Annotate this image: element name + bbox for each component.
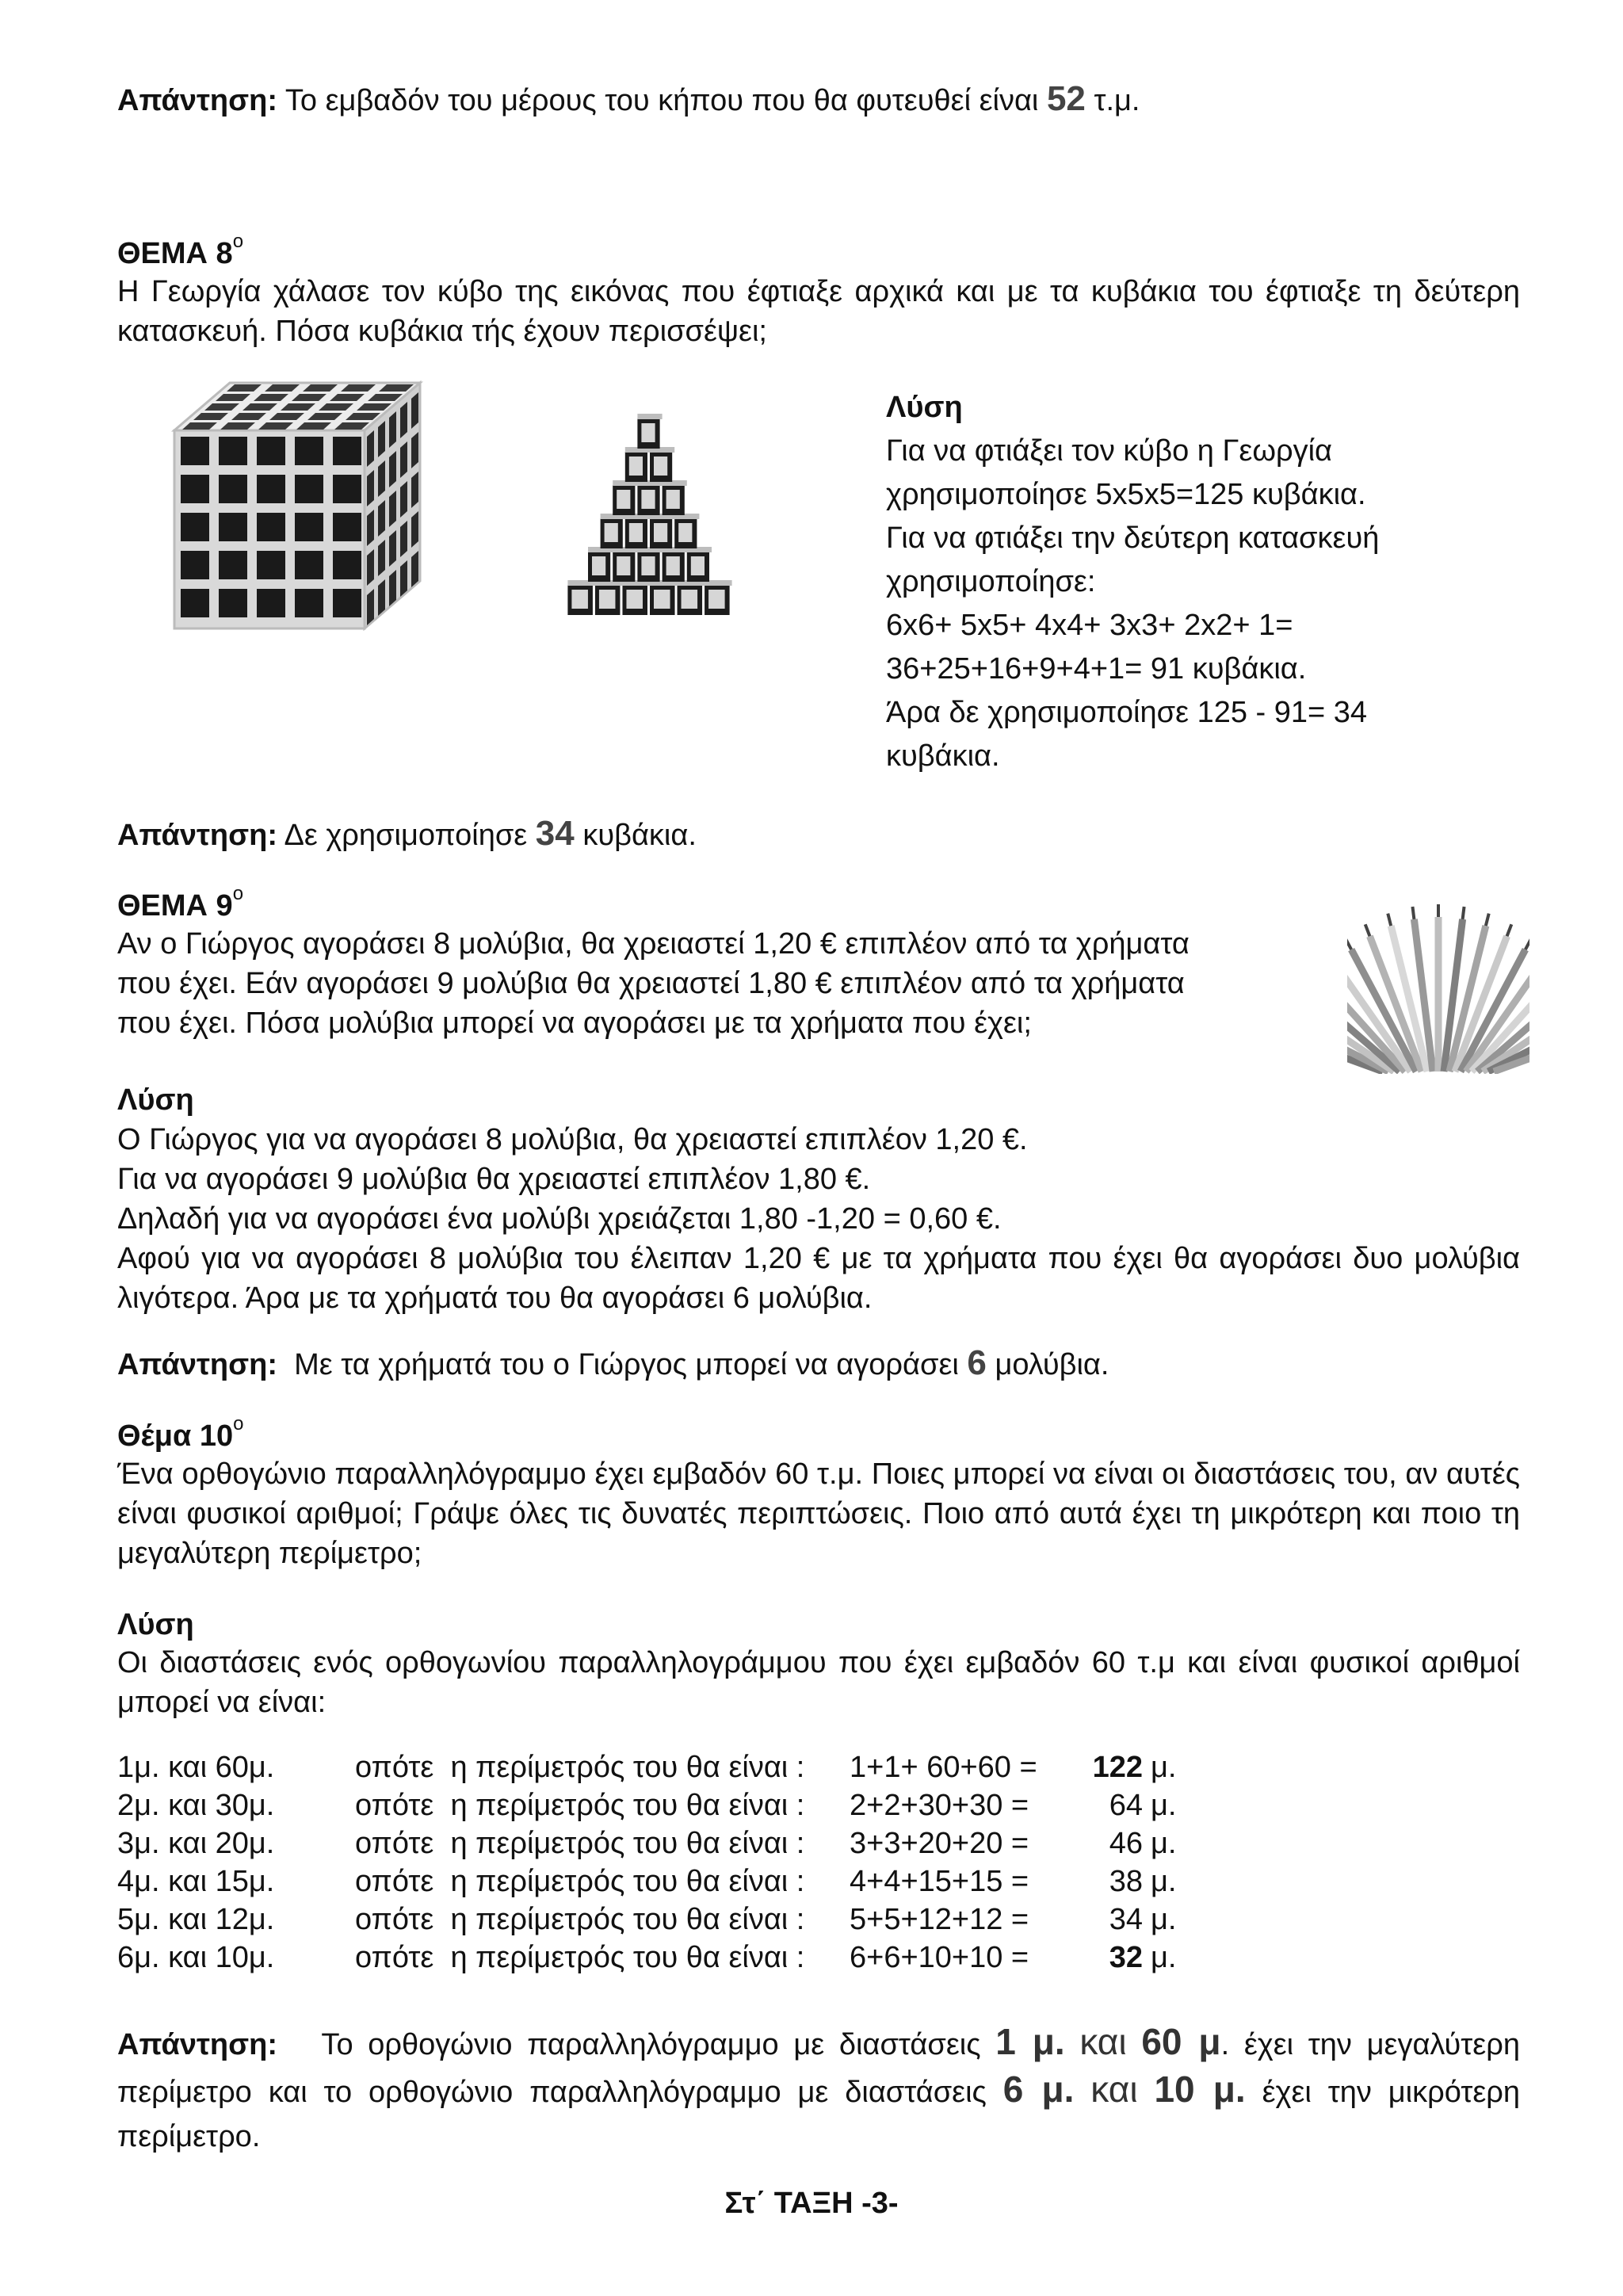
solution-line: χρησιμοποίησε 5x5x5=125 κυβάκια. bbox=[886, 478, 1366, 511]
answer-and-1: και bbox=[1079, 2021, 1127, 2062]
answer-text: Το εμβαδόν του μέρους του κήπου που θα φυτευθεί είναι bbox=[285, 84, 1039, 117]
row-calc: 5+5+12+12 = bbox=[850, 1903, 1029, 1936]
answer-label: Απάντηση: bbox=[117, 2028, 278, 2061]
row-phrase: οπότε η περίμετρός του θα είναι : bbox=[355, 1789, 805, 1822]
question-line: που έχει. Εάν αγοράσει 9 μολύβια θα χρειαστεί 1,80 € επιπλέον από τα χρήματα bbox=[117, 967, 1185, 1000]
answer-label: Απάντηση: bbox=[117, 1348, 278, 1381]
theme8-solution-title: Λύση bbox=[886, 391, 963, 424]
solution-line: Ο Γιώργος για να αγοράσει 8 μολύβια, θα χρειαστεί επιπλέον 1,20 €. bbox=[117, 1123, 1028, 1156]
row-phrase: οπότε η περίμετρός του θα είναι : bbox=[355, 1903, 805, 1936]
answer-text-3: έχει την μικρότερη περίμετρο. bbox=[117, 2076, 1521, 2153]
answer-value: 6 bbox=[967, 1343, 987, 1382]
row-unit: μ. bbox=[1151, 1903, 1177, 1936]
answer-and-2: και bbox=[1090, 2069, 1138, 2110]
answer-label: Απάντηση: bbox=[117, 819, 278, 852]
row-dims: 4μ. και 15μ. bbox=[117, 1865, 275, 1898]
row-dims: 3μ. και 20μ. bbox=[117, 1827, 275, 1860]
row-unit: μ. bbox=[1151, 1865, 1177, 1898]
answer-pre: Με τα χρήματά του ο Γιώργος μπορεί να αγοράσει bbox=[294, 1348, 959, 1381]
answer-text-1: Το ορθογώνιο παραλληλόγραμμο με διαστάσεις bbox=[321, 2028, 981, 2061]
theme8-solution bbox=[886, 386, 1504, 778]
theme8-question: Η Γεωργία χάλασε τον κύβο της εικόνας που έφτιαξε αρχικά και με τα κυβάκια του έφτιαξε τη δεύτερη κατασκευή. Πόσα κυβάκια τής έχουν περισσέψει; bbox=[117, 275, 1520, 348]
pencils-image bbox=[1347, 904, 1529, 1074]
row-calc: 3+3+20+20 = bbox=[850, 1827, 1029, 1860]
answer-dim-3: 6 μ. bbox=[1002, 2069, 1075, 2110]
theme10-answer bbox=[117, 2019, 1520, 2159]
theme9-solution-title: Λύση bbox=[117, 1083, 194, 1117]
answer-unit: τ.μ. bbox=[1094, 84, 1140, 117]
answer-pre: Δε χρησιμοποίησε bbox=[284, 819, 528, 852]
answer-value: 34 bbox=[535, 814, 575, 853]
perimeter-row bbox=[117, 1939, 1198, 1977]
theme9-question bbox=[117, 924, 1338, 1043]
row-result: 34 bbox=[1109, 1903, 1143, 1936]
row-result: 46 bbox=[1109, 1827, 1143, 1860]
row-calc: 2+2+30+30 = bbox=[850, 1789, 1029, 1822]
theme9-heading bbox=[117, 883, 1520, 926]
theme8-sup: ο bbox=[232, 231, 244, 253]
theme10-solution-text: Οι διαστάσεις ενός ορθογωνίου παραλληλογράμμου που έχει εμβαδόν 60 τ.μ και είναι φυσικοί αριθμοί μπορεί να είναι: bbox=[117, 1646, 1520, 1719]
perimeter-row bbox=[117, 1862, 1198, 1901]
row-phrase: οπότε η περίμετρός του θα είναι : bbox=[355, 1941, 805, 1974]
theme8-answer bbox=[117, 814, 1520, 855]
perimeter-row bbox=[117, 1901, 1198, 1939]
row-phrase: οπότε η περίμετρός του θα είναι : bbox=[355, 1865, 805, 1898]
page-footer: Στ΄ ΤΑΞΗ -3- bbox=[724, 2187, 899, 2220]
row-phrase: οπότε η περίμετρός του θα είναι : bbox=[355, 1827, 805, 1860]
solution-line: Για να φτιάξει τον κύβο η Γεωργία bbox=[886, 434, 1333, 468]
question-line: Αν ο Γιώργος αγοράσει 8 μολύβια, θα χρειαστεί 1,20 € επιπλέον από τα χρήματα bbox=[117, 927, 1190, 961]
answer-dim-2: 60 μ bbox=[1141, 2021, 1221, 2062]
solution-line: κυβάκια. bbox=[886, 739, 1000, 773]
answer-dim-1: 1 μ. bbox=[995, 2021, 1065, 2062]
theme8-heading bbox=[117, 231, 1520, 273]
row-unit: μ. bbox=[1151, 1941, 1177, 1974]
row-dims: 2μ. και 30μ. bbox=[117, 1789, 275, 1822]
row-calc: 1+1+ 60+60 = bbox=[850, 1751, 1037, 1784]
row-unit: μ. bbox=[1151, 1827, 1177, 1860]
row-result: 122 bbox=[1092, 1751, 1143, 1784]
row-dims: 1μ. και 60μ. bbox=[117, 1751, 275, 1784]
theme9-solution bbox=[117, 1080, 1520, 1318]
answer-post: κυβάκια. bbox=[582, 819, 697, 852]
pyramid-image bbox=[523, 391, 777, 617]
solution-line: χρησιμοποίησε: bbox=[886, 565, 1096, 598]
row-calc: 6+6+10+10 = bbox=[850, 1941, 1029, 1974]
row-phrase: οπότε η περίμετρός του θα είναι : bbox=[355, 1751, 805, 1784]
row-unit: μ. bbox=[1151, 1751, 1177, 1784]
row-calc: 4+4+15+15 = bbox=[850, 1865, 1029, 1898]
answer-post: μολύβια. bbox=[995, 1348, 1109, 1381]
top-answer bbox=[117, 79, 1520, 120]
theme9-answer bbox=[117, 1343, 1520, 1385]
theme9-title: ΘΕΜΑ 9 bbox=[117, 889, 233, 923]
answer-dim-4: 10 μ. bbox=[1154, 2069, 1246, 2110]
theme9-sup: ο bbox=[232, 883, 244, 905]
theme8-title: ΘΕΜΑ 8 bbox=[117, 237, 233, 270]
theme10-sup: ο bbox=[233, 1413, 244, 1435]
solution-line: Δηλαδή για να αγοράσει ένα μολύβι χρειάζεται 1,80 -1,20 = 0,60 €. bbox=[117, 1202, 1002, 1236]
answer-label: Απάντηση: bbox=[117, 84, 278, 117]
row-result: 32 bbox=[1109, 1941, 1143, 1974]
row-result: 38 bbox=[1109, 1865, 1143, 1898]
solution-line: Για να φτιάξει την δεύτερη κατασκευή bbox=[886, 521, 1380, 555]
row-result: 64 bbox=[1109, 1789, 1143, 1822]
row-dims: 6μ. και 10μ. bbox=[117, 1941, 275, 1974]
solution-line: 36+25+16+9+4+1= 91 κυβάκια. bbox=[886, 652, 1307, 686]
answer-text-2: . έχει την μεγαλύτερη περίμετρο και το ορθογώνιο παραλληλόγραμμο με διαστάσεις bbox=[117, 2028, 1520, 2109]
solution-line: Άρα δε χρησιμοποίησε 125 - 91= 34 bbox=[886, 696, 1368, 729]
theme10-heading bbox=[117, 1413, 1520, 1456]
row-dims: 5μ. και 12μ. bbox=[117, 1903, 275, 1936]
solution-line: 6x6+ 5x5+ 4x4+ 3x3+ 2x2+ 1= bbox=[886, 609, 1293, 642]
cube-image bbox=[170, 379, 432, 636]
solution-paragraph: Αφού για να αγοράσει 8 μολύβια του έλειπαν 1,20 € με τα χρήματα που έχει θα αγοράσει δυο μολύβια λιγότερα. Άρα με τα χρήματά του θα αγοράσει 6 μολύβια. bbox=[117, 1242, 1520, 1315]
perimeter-table bbox=[117, 1748, 1198, 1977]
theme10-question: Ένα ορθογώνιο παραλληλόγραμμο έχει εμβαδόν 60 τ.μ. Ποιες μπορεί να είναι οι διαστάσεις του, αν αυτές είναι φυσικοί αριθμοί; Γράψε όλες τις δυνατές περιπτώσεις. Ποιο από αυτά έχει τη μικρότερη και ποιο τη μεγαλύτερη περίμετρο; bbox=[117, 1457, 1520, 1570]
answer-value: 52 bbox=[1046, 79, 1086, 118]
perimeter-row bbox=[117, 1748, 1198, 1786]
perimeter-row bbox=[117, 1786, 1198, 1824]
theme10-title: Θέμα 10 bbox=[117, 1419, 234, 1453]
solution-line: Για να αγοράσει 9 μολύβια θα χρειαστεί επιπλέον 1,80 €. bbox=[117, 1163, 871, 1196]
perimeter-row bbox=[117, 1824, 1198, 1862]
row-unit: μ. bbox=[1151, 1789, 1177, 1822]
theme10-solution-title: Λύση bbox=[117, 1608, 194, 1641]
question-line: που έχει. Πόσα μολύβια μπορεί να αγοράσει με τα χρήματα που έχει; bbox=[117, 1007, 1032, 1040]
